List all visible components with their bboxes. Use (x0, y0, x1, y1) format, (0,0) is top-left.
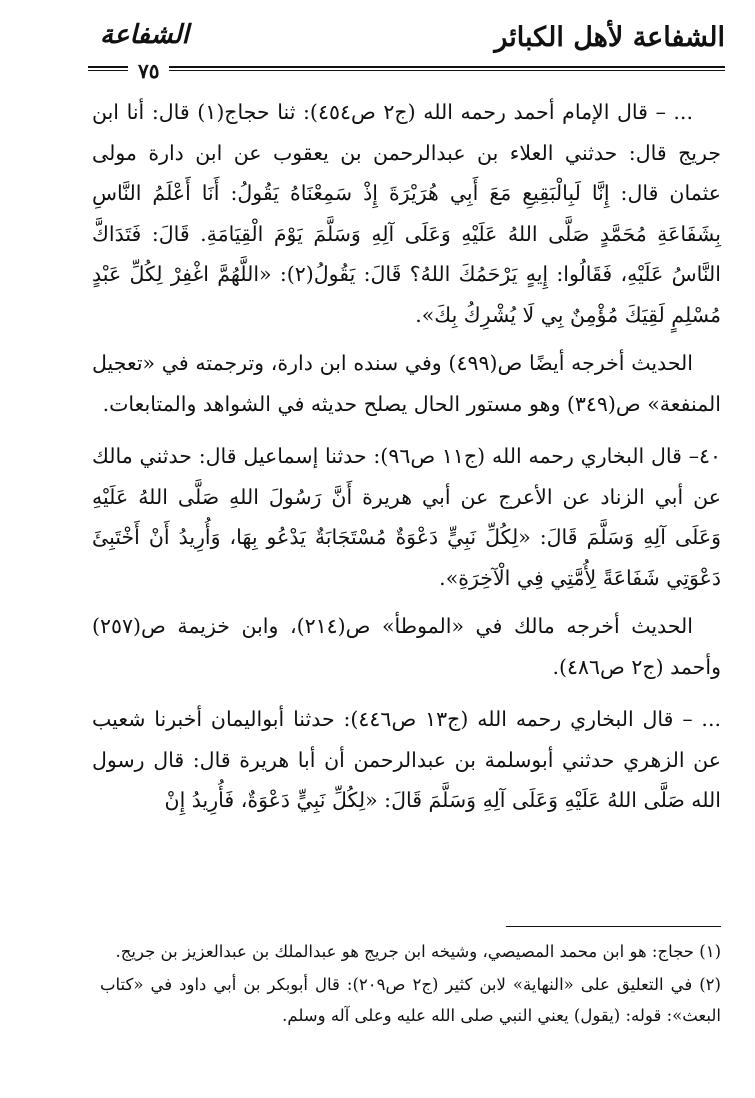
paragraph-hadith-40: ٤٠– قال البخاري رحمه الله (ج١١ ص٩٦): حدثنا إسماعيل قال: حدثني مالك عن أبي الزناد عن الأعرج عن أبي هريرة أَنَّ رَسُولَ اللهِ صَلَّى اللهُ عَلَيْهِ وَعَلَى آلِهِ وَسَلَّمَ قَالَ: «لِكُلِّ نَبِيٍّ دَعْوَةٌ مُسْتَجَابَةٌ يَدْعُو بِهَا، وَأُرِيدُ أَنْ أَخْتَبِئَ دَعْوَتِي شَفَاعَةً لِأُمَّتِي فِي الْآخِرَةِ». (92, 444, 721, 590)
header-rule (88, 66, 725, 71)
paragraph-hadith-bukhari: ... – قال البخاري رحمه الله (ج١٣ ص٤٤٦): حدثنا أبواليمان أخبرنا شعيب عن الزهري حدثني أبوسلمة بن عبدالرحمن أن أبا هريرة قال: قال رسول الله صَلَّى اللهُ عَلَيْهِ وَعَلَى آلِهِ وَسَلَّمَ قَالَ: «لِكُلِّ نَبِيٍّ دَعْوَةٌ، فَأُرِيدُ إِنْ (92, 707, 721, 812)
paragraph-hadith-ahmad: ... – قال الإمام أحمد رحمه الله (ج٢ ص٤٥٤): ثنا حجاج(١) قال: أنا ابن جريج قال: حدثني العلاء بن عبدالرحمن بن يعقوب عن ابن دارة مولى عثمان قال: إِنَّا لَبِالْبَقِيعِ مَعَ أَبِي هُرَيْرَةَ إِذْ سَمِعْنَاهُ يَقُولُ: أَنَا أَعْلَمُ النَّاسِ بِشَفَاعَةِ مُحَمَّدٍ صَلَّى اللهُ عَلَيْهِ وَعَلَى آلِهِ وَسَلَّمَ يَوْمَ الْقِيَامَةِ. قَالَ: فَتَدَاكَّ النَّاسُ عَلَيْهِ، فَقَالُوا: إِيهٍ يَرْحَمُكَ اللهُ؟ قَالَ: يَقُولُ(٢): «اللَّهُمَّ اغْفِرْ لِكُلِّ عَبْدٍ مُسْلِمٍ لَقِيَكَ مُؤْمِنٌ بِي لَا يُشْرِكُ بِكَ». (92, 100, 721, 327)
paragraph-takhrij-2: الحديث أخرجه مالك في «الموطأ» ص(٢١٤)، وابن خزيمة ص(٢٥٧) وأحمد (ج٢ ص٤٨٦). (92, 614, 721, 679)
page-number: ٧٥ (128, 59, 169, 83)
main-text (92, 92, 721, 821)
page-header (88, 20, 725, 83)
footnote-1: (١) حجاج: هو ابن محمد المصيصي، وشيخه ابن جريج هو عبدالملك بن عبدالعزيز بن جريج. (115, 942, 721, 961)
footnote-separator (506, 926, 721, 927)
paragraph-takhrij-1: الحديث أخرجه أيضًا ص(٤٩٩) وفي سنده ابن دارة، وترجمته في «تعجيل المنفعة» ص(٣٤٩) وهو مستور الحال يصلح حديثه في الشواهد والمتابعات. (92, 351, 721, 416)
footnote-2: (٢) في التعليق على «النهاية» لابن كثير (ج٢ ص٢٠٩): قال أبوبكر بن أبي داود في «كتاب البعث»: قوله: (يقول) يعني النبي صلى الله عليه وعلى آله وسلم. (100, 975, 721, 1025)
series-logo: الشفاعة (100, 20, 189, 50)
header-title: الشفاعة لأهل الكبائر (494, 22, 725, 53)
footnotes (100, 936, 721, 1033)
